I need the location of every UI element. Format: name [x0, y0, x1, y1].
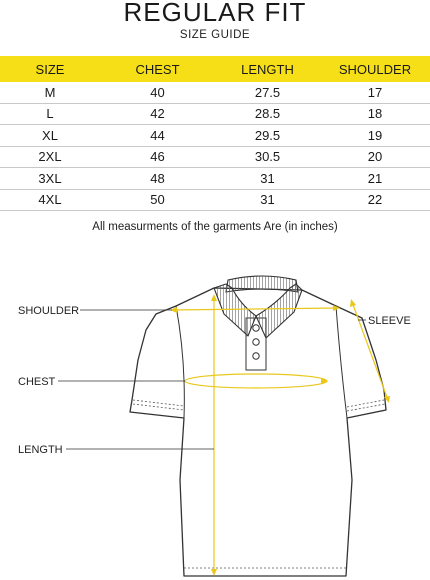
sleeve-label: SLEEVE [368, 315, 411, 327]
table-row [0, 125, 430, 147]
chest-label: CHEST [18, 376, 56, 388]
shoulder-label: SHOULDER [18, 305, 80, 317]
length-label: LENGTH [18, 444, 63, 456]
cell-size: M [0, 82, 100, 103]
cell-size: 4XL [0, 189, 100, 211]
cell-length: 28.5 [215, 103, 320, 125]
button-icon [253, 353, 259, 359]
cell-length: 31 [215, 168, 320, 190]
cell-size: 3XL [0, 168, 100, 190]
page-subtitle: SIZE GUIDE [179, 29, 251, 41]
cell-length: 31 [215, 189, 320, 211]
column-header-chest: CHEST [100, 56, 215, 82]
sleeve-arrow-top [350, 299, 356, 307]
cell-chest: 50 [100, 189, 215, 211]
table-row [0, 146, 430, 168]
cell-shoulder: 22 [320, 189, 430, 211]
shirt-body [130, 288, 386, 576]
button-icon [253, 325, 259, 331]
shirt-diagram [0, 250, 430, 580]
cell-chest: 42 [100, 103, 215, 125]
measurement-note: All measurments of the garments Are (in inches) [92, 221, 338, 233]
cell-length: 27.5 [215, 82, 320, 103]
cell-size: 2XL [0, 146, 100, 168]
column-header-length: LENGTH [215, 56, 320, 82]
cell-length: 29.5 [215, 125, 320, 147]
size-table [0, 56, 430, 211]
cell-size: L [0, 103, 100, 125]
page-title: REGULAR FIT [123, 0, 307, 27]
column-header-size: SIZE [0, 56, 100, 82]
table-row [0, 82, 430, 103]
cell-shoulder: 21 [320, 168, 430, 190]
cell-length: 30.5 [215, 146, 320, 168]
cell-shoulder: 17 [320, 82, 430, 103]
cell-chest: 48 [100, 168, 215, 190]
table-header-row [0, 56, 430, 82]
button-icon [253, 339, 259, 345]
cell-chest: 44 [100, 125, 215, 147]
column-header-shoulder: SHOULDER [320, 56, 430, 82]
table-row [0, 103, 430, 125]
cell-shoulder: 19 [320, 125, 430, 147]
cell-chest: 40 [100, 82, 215, 103]
cell-shoulder: 18 [320, 103, 430, 125]
cell-chest: 46 [100, 146, 215, 168]
cell-shoulder: 20 [320, 146, 430, 168]
cell-size: XL [0, 125, 100, 147]
table-row [0, 168, 430, 190]
table-row [0, 189, 430, 211]
